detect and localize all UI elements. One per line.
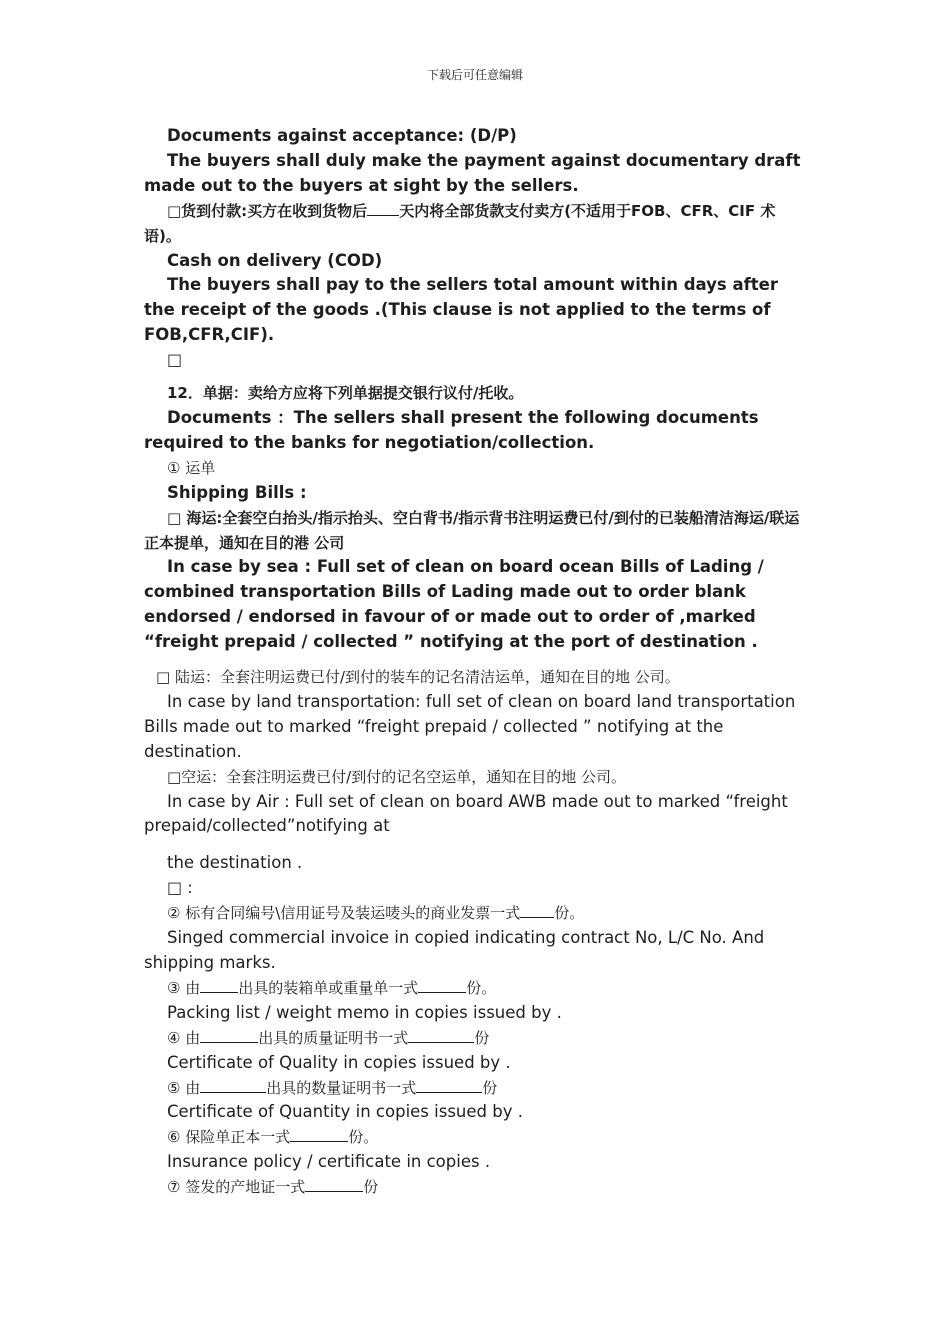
- cod-clause: The buyers shall pay to the sellers total amount within days after the receipt of the goods .(This clause is not applied to the terms of FOB,CFR,CIF).: [144, 275, 778, 345]
- checkbox-empty: □: [167, 350, 183, 370]
- item-7-text-a: ⑦ 签发的产地证一式: [167, 1178, 306, 1197]
- item-4-text-c: 份: [474, 1028, 490, 1047]
- blank-issuer-4: [200, 1026, 258, 1043]
- blank-copies-7: [305, 1175, 363, 1192]
- item-2-text-b: 份。: [554, 904, 585, 923]
- item-4-cn: [144, 1026, 808, 1051]
- item-2-text-a: ② 标有合同编号\信用证号及装运唛头的商业发票一式: [167, 904, 521, 923]
- blank-copies-3: [418, 976, 466, 993]
- item-5-text-b: 出具的数量证明书一式: [266, 1078, 417, 1097]
- item-7-cn: [144, 1175, 808, 1200]
- page-header: 下载后可任意编辑: [426, 68, 523, 82]
- item-4-text-a: ④ 由: [167, 1028, 201, 1047]
- land-clause: In case by land transportation: full set of clean on board land transportation Bills made out to marked “freight prepaid / collected ” notifying at the destination.: [144, 691, 796, 761]
- blank-copies-4: [408, 1026, 474, 1043]
- item-3-en: Packing list / weight memo in copies issued by .: [167, 1002, 562, 1022]
- cod-text-a: □货到付款:买方在收到货物后: [167, 201, 368, 220]
- blank-days: [367, 199, 399, 216]
- air-clause: In case by Air : Full set of clean on board AWB made out to marked “freight prepaid/collected”notifying at: [144, 791, 788, 836]
- cod-clause-cn: [144, 199, 808, 249]
- item-6-text-a: ⑥ 保险单正本一式: [167, 1128, 291, 1147]
- dp-heading: Documents against acceptance: (D/P): [167, 126, 517, 145]
- item-5-cn: [144, 1076, 808, 1101]
- item-2-en: Singed commercial invoice in copied indicating contract No, L/C No. And shipping marks.: [144, 928, 765, 972]
- item-3-text-a: ③ 由: [167, 978, 201, 997]
- item-5-text-c: 份: [482, 1078, 498, 1097]
- air-clause-cn: □空运：全套注明运费已付/到付的记名空运单，通知在目的地 公司。: [167, 767, 626, 786]
- item-5-text-a: ⑤ 由: [167, 1078, 201, 1097]
- blank-copies-5: [416, 1076, 482, 1093]
- item-5-en: Certificate of Quantity in copies issued by .: [167, 1102, 523, 1122]
- blank-issuer-3: [200, 976, 238, 993]
- cod-heading: Cash on delivery (COD): [167, 250, 383, 270]
- item-2-cn: [144, 901, 808, 926]
- item-1-heading: ① 运单: [167, 458, 216, 477]
- item-7-text-b: 份: [363, 1178, 379, 1197]
- land-clause-cn: □ 陆运：全套注明运费已付/到付的装车的记名清洁运单，通知在目的地 公司。: [156, 668, 680, 687]
- cod-text-b: 天内将全部货款支付卖方(不适用于FOB、CFR、CIF 术语)。: [144, 201, 776, 245]
- item-3-text-b: 出具的装箱单或重量单一式: [238, 978, 419, 997]
- sea-clause-cn: □ 海运:全套空白抬头/指示抬头、空白背书/指示背书注明运费已付/到付的已装船清洁海运/联运正本提单，通知在目的港 公司: [144, 508, 800, 552]
- item-6-en: Insurance policy / certificate in copies .: [167, 1152, 491, 1172]
- document-body: [144, 124, 808, 1200]
- blank-issuer-5: [200, 1076, 266, 1093]
- blank-copies-6: [290, 1125, 348, 1142]
- item-4-text-b: 出具的质量证明书一式: [258, 1028, 409, 1047]
- item-6-cn: [144, 1125, 808, 1150]
- item-4-en: Certificate of Quality in copies issued by .: [167, 1052, 511, 1072]
- documents-clause: Documents ：The sellers shall present the following documents required to the banks for negotiation/collection.: [144, 407, 759, 452]
- sea-clause: In case by sea : Full set of clean on board ocean Bills of Lading / combined transportation Bills of Lading made out to order blank endorsed / endorsed in favour of or made out to order of ,marked “freight prepaid / collected ” notifying at the port of destination .: [144, 557, 764, 652]
- dp-clause: The buyers shall duly make the payment against documentary draft made out to the buyers at sight by the sellers.: [144, 150, 801, 195]
- air-clause-cont: the destination .: [167, 853, 303, 873]
- shipping-bills-heading: Shipping Bills :: [167, 482, 307, 502]
- documents-heading-cn: 12．单据：卖给方应将下列单据提交银行议付/托收。: [167, 384, 524, 403]
- checkbox-other: □ :: [167, 878, 193, 898]
- blank-copies-2: [520, 901, 554, 918]
- item-3-cn: [144, 976, 808, 1001]
- item-6-text-b: 份。: [348, 1128, 379, 1147]
- item-3-text-c: 份。: [466, 978, 497, 997]
